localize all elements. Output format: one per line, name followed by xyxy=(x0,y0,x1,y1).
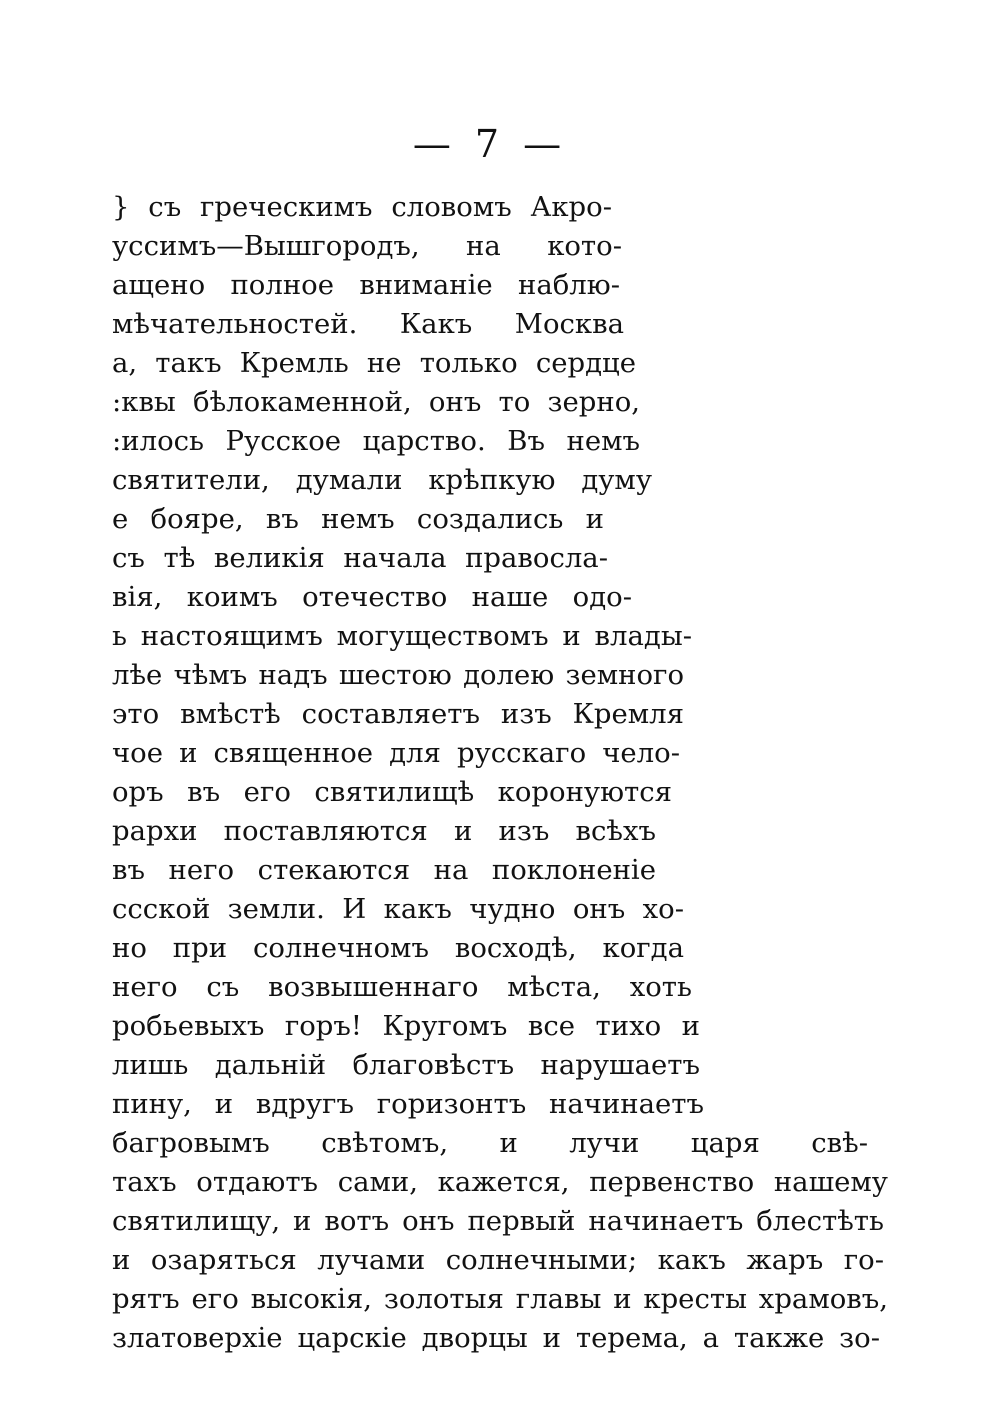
text-line: робьевыхъ горъ! Кругомъ все тихо и xyxy=(112,1010,700,1042)
text-line: рархи поставляются и изъ всѣхъ xyxy=(112,815,656,847)
text-line: это вмѣстѣ составляетъ изъ Кремля xyxy=(112,698,684,730)
text-line: но при солнечномъ восходѣ, когда xyxy=(112,932,684,964)
text-line: златоверхіе царскіе дворцы и терема, а также зо- xyxy=(112,1322,880,1354)
text-line: тахъ отдаютъ сами, кажется, первенство нашему xyxy=(112,1166,888,1198)
text-line: чое и священное для русскаго чело- xyxy=(112,737,680,769)
text-line: ь настоящимъ могуществомъ и влады- xyxy=(112,620,692,652)
text-line: рятъ его высокія, золотыя главы и кресты храмовъ, xyxy=(112,1283,888,1315)
text-line: ащено полное вниманіе наблю- xyxy=(112,269,620,301)
body-text xyxy=(112,188,888,1358)
text-line: :илось Русское царство. Въ немъ xyxy=(112,425,640,457)
text-line: а, такъ Кремль не только сердце xyxy=(112,347,636,379)
text-line: въ него стекаются на поклоненіе xyxy=(112,854,656,886)
text-line: лѣе чѣмъ надъ шестою долею земного xyxy=(112,659,684,691)
page-number: — 7 — xyxy=(412,122,568,166)
text-line: святилищу, и вотъ онъ первый начинаетъ блестѣть xyxy=(112,1205,884,1237)
text-line: него съ возвышеннаго мѣста, хоть xyxy=(112,971,692,1003)
text-line: багровымъ свѣтомъ, и лучи царя свѣ- xyxy=(112,1127,868,1159)
text-line: е бояре, въ немъ создались и xyxy=(112,503,604,535)
text-line: мѣчательностей. Какъ Москва xyxy=(112,308,624,340)
text-line: лишь дальній благовѣстъ нарушаетъ xyxy=(112,1049,700,1081)
text-line: вія, коимъ отечество наше одо- xyxy=(112,581,632,613)
text-line: святители, думали крѣпкую думу xyxy=(112,464,652,496)
text-line: уссимъ—Вышгородъ, на кото- xyxy=(112,230,622,262)
text-line: съ тѣ великія начала правосла- xyxy=(112,542,608,574)
text-line: :квы бѣлокаменной, онъ то зерно, xyxy=(112,386,640,418)
text-line: и озаряться лучами солнечными; какъ жаръ го- xyxy=(112,1244,884,1276)
text-line: оръ въ его святилищѣ коронуются xyxy=(112,776,672,808)
text-line: пину, и вдругъ горизонтъ начинаетъ xyxy=(112,1088,704,1120)
text-line: } съ греческимъ словомъ Акро- xyxy=(112,191,612,223)
text-line: ссской земли. И какъ чудно онъ хо- xyxy=(112,893,684,925)
